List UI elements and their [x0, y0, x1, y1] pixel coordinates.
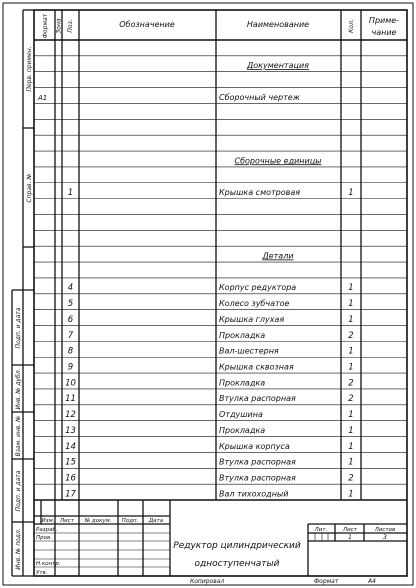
section-row	[261, 251, 293, 260]
side-label-vzam-inv: Взам. инв. №	[15, 415, 22, 457]
table-row	[65, 489, 354, 499]
header-pos: Поз.	[67, 19, 74, 33]
row-pos: 9	[67, 362, 74, 373]
row-qty: 1	[348, 425, 354, 436]
row-name: Вал тихоходный	[219, 489, 289, 499]
row-pos: 8	[67, 346, 74, 357]
side-label-inv-orig: Инв. № подл.	[15, 528, 22, 570]
table-row	[65, 474, 354, 484]
row-name: Колесо зубчатое	[219, 299, 290, 309]
row-name: Втулка распорная	[219, 473, 296, 483]
row-pos: 11	[65, 394, 76, 405]
row-section-title: Сборочные единицы	[234, 156, 322, 166]
row-pos: 6	[67, 314, 74, 325]
side-margin	[12, 10, 34, 576]
row-name: Сборочный чертеж	[219, 92, 300, 102]
table-row	[68, 315, 354, 325]
row-pos: 5	[67, 299, 74, 310]
row-pos: 17	[65, 489, 76, 500]
row-name: Крышка корпуса	[219, 441, 290, 451]
row-qty: 1	[348, 283, 354, 294]
row-pos: 4	[67, 283, 74, 294]
table-header	[42, 13, 399, 38]
row-qty: 2	[348, 473, 354, 484]
row-qty: 2	[348, 378, 354, 389]
footer-format-value: А4	[368, 578, 376, 585]
stamp-sheets-value: 3	[383, 534, 387, 541]
row-qty: 2	[348, 394, 354, 405]
stamp-role-approved: Утв.	[36, 570, 48, 576]
stamp-col-sign: Подп.	[121, 518, 139, 524]
stamp-col-sheet: Лист	[60, 518, 74, 524]
stamp-sheets-label: Листов	[374, 527, 396, 533]
row-qty: 1	[348, 489, 354, 500]
row-pos: 15	[65, 457, 76, 468]
row-qty: 2	[348, 330, 354, 341]
stamp-lit-label: Лит.	[314, 527, 328, 533]
stamp-col-change: Изм.	[41, 518, 55, 524]
row-qty: 1	[348, 457, 354, 468]
row-pos: 12	[65, 410, 76, 421]
row-name: Втулка распорная	[219, 457, 296, 467]
table-row	[65, 394, 354, 404]
table-row	[65, 378, 354, 388]
header-format: Формат	[42, 13, 49, 39]
row-section-title: Документация	[247, 61, 309, 71]
header-zone: Зона	[55, 18, 63, 34]
row-pos: 14	[65, 441, 76, 452]
side-label-first-use: Перв. примен.	[26, 46, 33, 92]
section-row	[235, 156, 322, 165]
table-row	[65, 442, 354, 452]
header-note-line2: чание	[371, 28, 397, 37]
row-qty: 1	[348, 441, 354, 452]
row-section-title: Детали	[262, 251, 294, 261]
table-row	[68, 283, 354, 293]
row-name: Прокладка	[219, 425, 266, 435]
row-format: А1	[38, 93, 48, 102]
table-row	[65, 458, 354, 468]
row-pos: 7	[67, 330, 74, 341]
table-row	[68, 363, 354, 373]
side-label-sign-date-1: Подп. и дата	[15, 307, 22, 349]
table-body	[37, 61, 354, 499]
table-row	[68, 188, 354, 198]
table-row	[68, 347, 354, 357]
row-name: Отдушина	[219, 410, 263, 420]
table-row	[37, 93, 301, 102]
row-name: Крышка сквозная	[219, 362, 294, 372]
row-pos: 1	[67, 188, 74, 199]
table-row	[68, 331, 354, 341]
row-name: Корпус редуктора	[219, 283, 297, 293]
stamp-col-doc: № докум.	[84, 518, 112, 524]
stamp-sheet-value: 1	[348, 534, 352, 541]
side-label-reference: Справ. №	[26, 173, 33, 203]
footer-copied: Копировал	[190, 578, 225, 585]
stamp-role-normcontrol: Н.контр.	[36, 561, 61, 567]
stamp-role-checker: Пров.	[36, 535, 52, 541]
side-label-sign-date-2: Подп. и дата	[15, 470, 22, 512]
row-name: Вал-шестерня	[219, 346, 279, 356]
row-qty: 1	[348, 362, 354, 373]
stamp-role-developer: Разраб.	[36, 527, 58, 533]
row-pos: 16	[65, 473, 76, 484]
row-qty: 1	[348, 188, 354, 199]
section-row	[246, 61, 309, 70]
stamp-sheet-label: Лист	[343, 527, 357, 533]
stamp-col-date: Дата	[148, 518, 164, 524]
row-name: Крышка глухая	[219, 314, 285, 324]
row-pos: 13	[65, 425, 76, 436]
title-block	[34, 500, 407, 576]
side-label-inv-dubl: Инв. № дубл.	[15, 368, 22, 410]
table-row	[65, 426, 354, 436]
stamp-title-line1: Редуктор цилиндрический	[173, 541, 301, 551]
header-note-line1: Приме-	[368, 16, 400, 25]
stamp-title-line2: одноступенчатый	[194, 559, 280, 569]
row-name: Крышка смотровая	[219, 188, 301, 198]
header-name: Наименование	[246, 20, 310, 29]
footer-format-label: Формат	[314, 578, 339, 585]
row-qty: 1	[348, 314, 354, 325]
footer	[190, 578, 376, 585]
row-name: Прокладка	[219, 378, 266, 388]
row-name: Втулка распорная	[219, 394, 296, 404]
row-name: Прокладка	[219, 330, 266, 340]
header-designation: Обозначение	[119, 20, 175, 29]
table-row	[68, 299, 354, 309]
row-qty: 1	[348, 299, 354, 310]
row-qty: 1	[348, 346, 354, 357]
header-qty: Кол.	[348, 19, 355, 33]
table-row	[65, 410, 354, 420]
row-qty: 1	[348, 410, 354, 421]
row-pos: 10	[65, 378, 76, 389]
